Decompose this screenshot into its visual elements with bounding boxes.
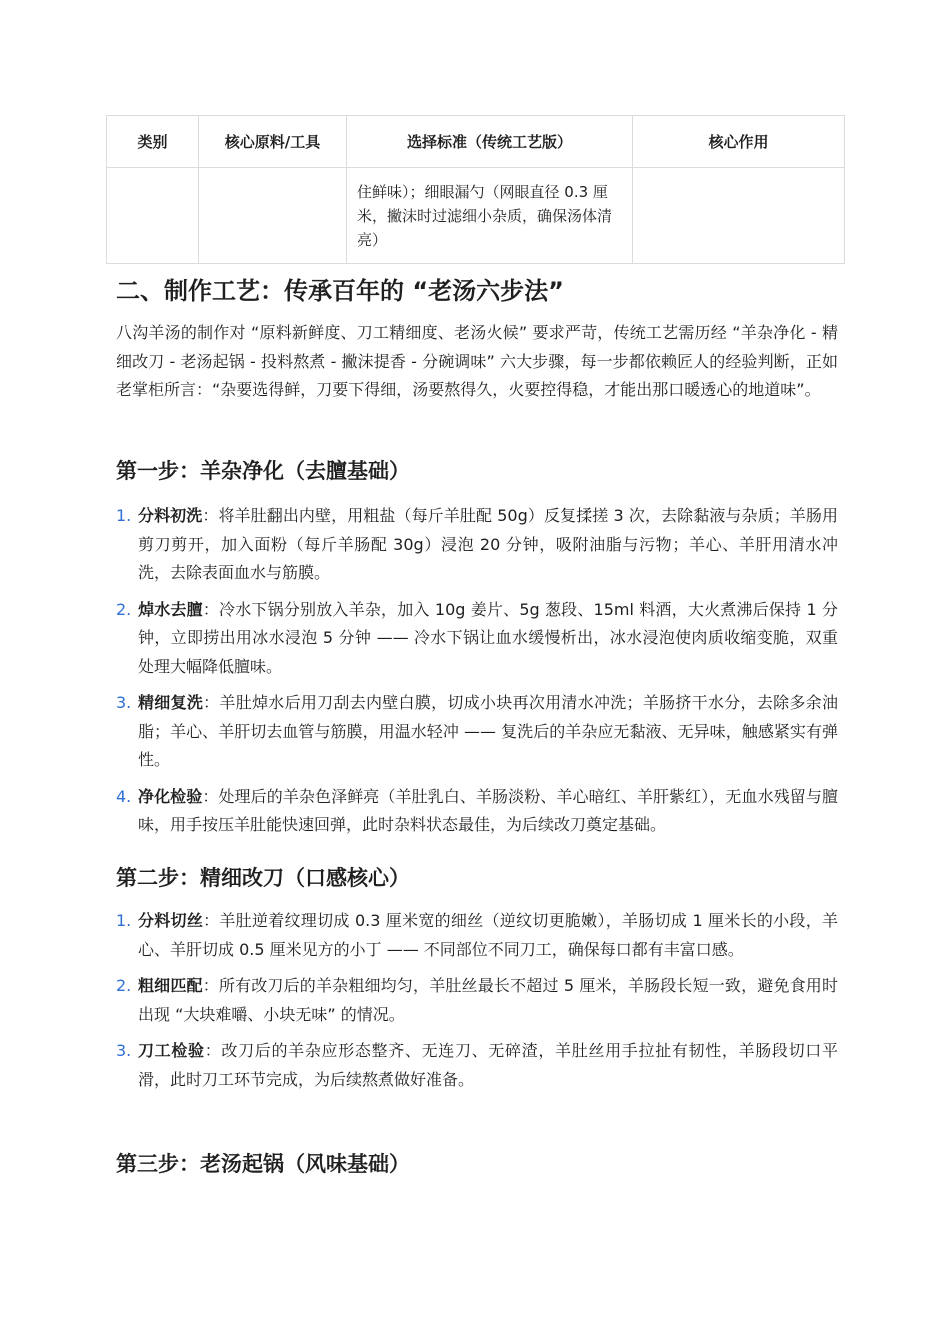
ingredients-table (106, 115, 845, 264)
step-heading: 第二步：精细改刀（口感核心） (116, 866, 410, 890)
table-header-role: 核心作用 (633, 116, 845, 168)
list-item (116, 783, 838, 840)
list-number: 3. (116, 1041, 132, 1060)
step-list (116, 502, 838, 848)
list-item (116, 689, 838, 775)
list-item-term: 粗细匹配 (138, 976, 203, 995)
list-item-text: ：所有改刀后的羊杂粗细均匀，羊肚丝最长不超过 5 厘米，羊肠段长短一致，避免食用时出现 “大块难嚼、小块无味” 的情况。 (138, 976, 838, 1024)
list-item-text: ：冷水下锅分别放入羊杂，加入 10g 姜片、5g 葱段、15ml 料酒，大火煮沸后保持 1 分钟，立即捞出用冰水浸泡 5 分钟 —— 冷水下锅让血水缓慢析出，冰水浸泡使肉质收缩变脆，双重处理大幅降低膻味。 (138, 599, 838, 676)
list-item-term: 精细复洗 (138, 693, 204, 712)
list-item-term: 净化检验 (138, 786, 203, 806)
list-item-term: 刀工检验 (138, 1041, 205, 1060)
list-number: 2. (116, 599, 132, 619)
list-item (116, 972, 838, 1029)
section-heading: 二、制作工艺：传承百年的 “老汤六步法” (116, 277, 564, 305)
step-heading: 第一步：羊杂净化（去膻基础） (116, 459, 410, 483)
table-cell (199, 168, 347, 264)
list-item-text: ：羊肚逆着纹理切成 0.3 厘米宽的细丝（逆纹切更脆嫩），羊肠切成 1 厘米长的小段，羊心、羊肝切成 0.5 厘米见方的小丁 —— 不同部位不同刀工，确保每口都有丰富口感。 (138, 911, 838, 959)
list-item (116, 596, 838, 682)
list-number: 3. (116, 693, 132, 712)
list-item-text: ：羊肚焯水后用刀刮去内壁白膜，切成小块再次用清水冲洗；羊肠挤干水分，去除多余油脂；羊心、羊肝切去血管与筋膜，用温水轻冲 —— 复洗后的羊杂应无黏液、无异味，触感紧实有弹性。 (138, 693, 838, 769)
step-heading: 第三步：老汤起锅（风味基础） (116, 1152, 410, 1176)
table-row (107, 168, 845, 264)
step-list (116, 907, 838, 1102)
list-number: 1. (116, 506, 132, 525)
list-item (116, 907, 838, 964)
list-item-term: 焯水去膻 (138, 599, 203, 619)
table-cell (107, 168, 199, 264)
list-item-text: ：改刀后的羊杂应形态整齐、无连刀、无碎渣，羊肚丝用手拉扯有韧性，羊肠段切口平滑，此时刀工环节完成，为后续熬煮做好准备。 (138, 1041, 838, 1089)
list-item-term: 分料切丝 (138, 911, 204, 930)
list-item (116, 502, 838, 588)
list-item-text: ：处理后的羊杂色泽鲜亮（羊肚乳白、羊肠淡粉、羊心暗红、羊肝紫红），无血水残留与膻味，用手按压羊肚能快速回弹，此时杂料状态最佳，为后续改刀奠定基础。 (138, 786, 838, 834)
table-header-category: 类别 (107, 116, 199, 168)
table-cell: 住鲜味）；细眼漏勺（网眼直径 0.3 厘米，撇沫时过滤细小杂质，确保汤体清亮） (347, 168, 633, 264)
list-number: 1. (116, 911, 132, 930)
table-header-ingredient: 核心原料/工具 (199, 116, 347, 168)
table-cell (633, 168, 845, 264)
list-item (116, 1037, 838, 1094)
list-number: 2. (116, 976, 132, 995)
table-header-criteria: 选择标准（传统工艺版） (347, 116, 633, 168)
list-item-term: 分料初洗 (138, 506, 203, 525)
list-number: 4. (116, 786, 132, 806)
table-header-row (107, 116, 845, 168)
list-item-text: ：将羊肚翻出内壁，用粗盐（每斤羊肚配 50g）反复揉搓 3 次，去除黏液与杂质；羊肠用剪刀剪开，加入面粉（每斤羊肠配 30g）浸泡 20 分钟，吸附油脂与污物；羊心、羊肝用清水冲洗，去除表面血水与筋膜。 (138, 506, 838, 582)
section-intro: 八沟羊汤的制作对 “原料新鲜度、刀工精细度、老汤火候” 要求严苛，传统工艺需历经 “羊杂净化 - 精细改刀 - 老汤起锅 - 投料熬煮 - 撇沫提香 - 分碗调味” 六大步骤，每一步都依赖匠人的经验判断，正如老掌柜所言：“杂要选得鲜，刀要下得细，汤要熬得久，火要控得稳，才能出那口暖透心的地道味”。 (116, 323, 838, 399)
